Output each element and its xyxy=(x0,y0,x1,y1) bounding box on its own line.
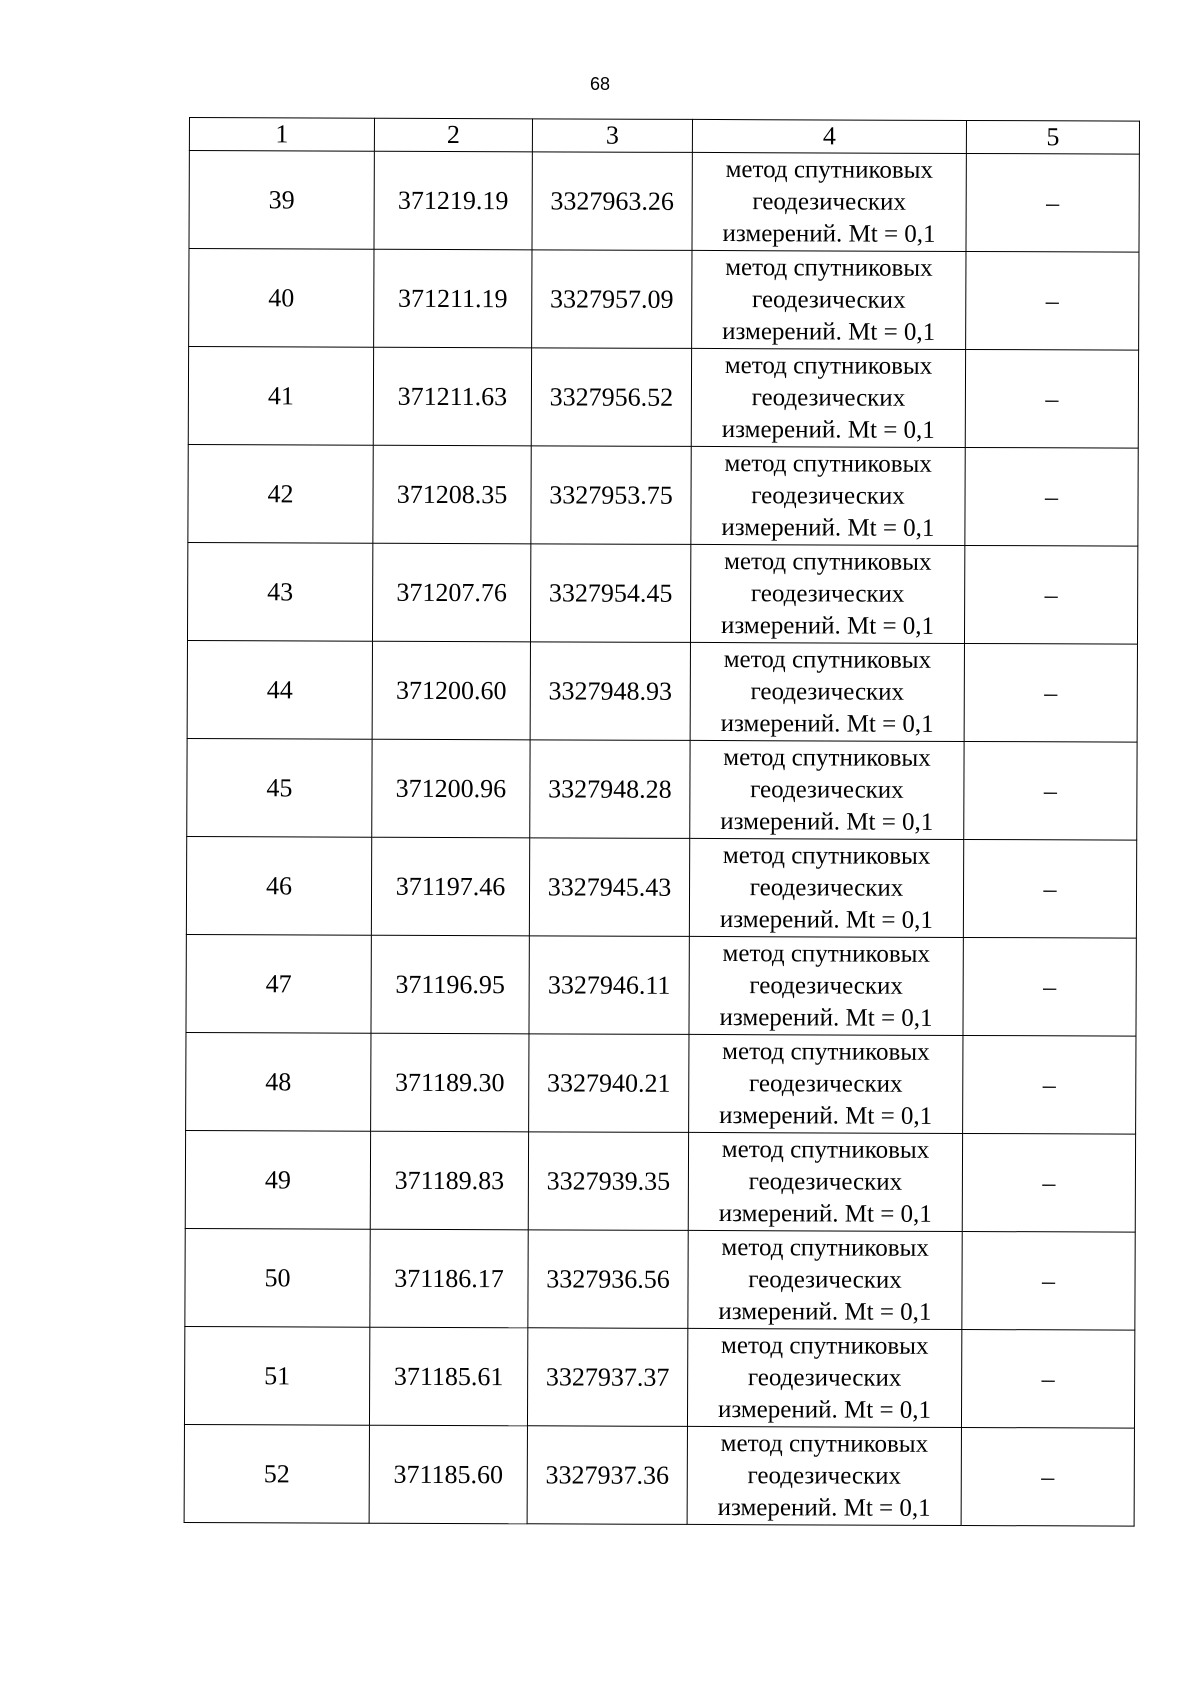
table-row xyxy=(189,249,1139,351)
y-coordinate-cell: 3327946.11 xyxy=(529,936,689,1035)
x-coordinate-cell: 371211.19 xyxy=(374,249,532,348)
table-row xyxy=(186,934,1136,1036)
table-row xyxy=(184,1326,1134,1428)
note-cell: – xyxy=(966,251,1139,350)
note-cell: – xyxy=(961,1427,1134,1526)
table-body xyxy=(184,151,1139,1527)
point-number-cell: 49 xyxy=(185,1130,370,1229)
note-cell: – xyxy=(964,741,1137,840)
point-number-cell: 44 xyxy=(187,640,372,739)
column-header-2: 2 xyxy=(374,118,532,152)
method-cell: метод спутниковых геодезических измерений. Mt = 0,1 xyxy=(688,1132,962,1231)
x-coordinate-cell: 371211.63 xyxy=(373,347,531,446)
point-number-cell: 41 xyxy=(188,347,373,446)
point-number-cell: 47 xyxy=(186,934,371,1033)
note-cell: – xyxy=(966,153,1139,252)
table-row xyxy=(188,347,1138,449)
point-number-cell: 43 xyxy=(187,542,372,641)
y-coordinate-cell: 3327936.56 xyxy=(528,1230,688,1329)
method-cell: метод спутниковых геодезических измерений. Mt = 0,1 xyxy=(687,1328,961,1427)
point-number-cell: 50 xyxy=(185,1228,370,1327)
point-number-cell: 45 xyxy=(187,738,372,837)
y-coordinate-cell: 3327948.93 xyxy=(530,642,690,741)
y-coordinate-cell: 3327939.35 xyxy=(528,1132,688,1231)
x-coordinate-cell: 371197.46 xyxy=(371,837,529,936)
x-coordinate-cell: 371208.35 xyxy=(373,445,531,544)
method-cell: метод спутниковых геодезических измерений. Mt = 0,1 xyxy=(690,642,964,741)
table-row xyxy=(186,836,1136,938)
column-header-4: 4 xyxy=(692,119,966,153)
table-row xyxy=(188,444,1138,546)
y-coordinate-cell: 3327953.75 xyxy=(531,446,691,545)
page-number: 68 xyxy=(589,74,611,94)
note-cell: – xyxy=(965,447,1138,546)
x-coordinate-cell: 371200.96 xyxy=(372,739,530,838)
point-number-cell: 48 xyxy=(186,1032,371,1131)
method-cell: метод спутниковых геодезических измерений. Mt = 0,1 xyxy=(687,1426,961,1525)
y-coordinate-cell: 3327945.43 xyxy=(529,838,689,937)
coordinates-table xyxy=(184,117,1140,1527)
note-cell: – xyxy=(961,1329,1134,1428)
note-cell: – xyxy=(963,839,1136,938)
header-row xyxy=(189,118,1139,155)
y-coordinate-cell: 3327940.21 xyxy=(529,1034,689,1133)
method-cell: метод спутниковых геодезических измерений. Mt = 0,1 xyxy=(690,740,964,839)
y-coordinate-cell: 3327957.09 xyxy=(532,250,692,349)
y-coordinate-cell: 3327963.26 xyxy=(532,152,692,251)
note-cell: – xyxy=(965,349,1138,448)
y-coordinate-cell: 3327956.52 xyxy=(531,348,691,447)
table-header xyxy=(189,118,1139,155)
point-number-cell: 52 xyxy=(184,1424,369,1523)
method-cell: метод спутниковых геодезических измерений. Mt = 0,1 xyxy=(690,544,964,643)
table-row xyxy=(187,542,1137,644)
column-header-3: 3 xyxy=(532,119,692,153)
table-row xyxy=(187,738,1137,840)
point-number-cell: 51 xyxy=(184,1326,369,1425)
method-cell: метод спутниковых геодезических измерений. Mt = 0,1 xyxy=(688,1230,962,1329)
method-cell: метод спутниковых геодезических измерений. Mt = 0,1 xyxy=(689,1034,963,1133)
note-cell: – xyxy=(964,643,1137,742)
point-number-cell: 42 xyxy=(188,444,373,543)
x-coordinate-cell: 371196.95 xyxy=(371,935,529,1034)
note-cell: – xyxy=(963,1035,1136,1134)
x-coordinate-cell: 371185.60 xyxy=(369,1425,527,1524)
point-number-cell: 40 xyxy=(189,249,374,348)
point-number-cell: 39 xyxy=(189,151,374,250)
table-row xyxy=(184,1424,1134,1526)
y-coordinate-cell: 3327937.36 xyxy=(527,1426,687,1525)
method-cell: метод спутниковых геодезических измерений. Mt = 0,1 xyxy=(692,250,966,349)
x-coordinate-cell: 371186.17 xyxy=(370,1229,528,1328)
method-cell: метод спутниковых геодезических измерений. Mt = 0,1 xyxy=(692,152,966,251)
method-cell: метод спутниковых геодезических измерений. Mt = 0,1 xyxy=(691,446,965,545)
point-number-cell: 46 xyxy=(186,836,371,935)
y-coordinate-cell: 3327937.37 xyxy=(527,1328,687,1427)
x-coordinate-cell: 371219.19 xyxy=(374,151,532,250)
table-row xyxy=(186,1032,1136,1134)
table-row xyxy=(189,151,1139,253)
table-row xyxy=(185,1130,1135,1232)
y-coordinate-cell: 3327954.45 xyxy=(530,544,690,643)
column-header-5: 5 xyxy=(966,120,1139,154)
method-cell: метод спутниковых геодезических измерений. Mt = 0,1 xyxy=(689,838,963,937)
column-header-1: 1 xyxy=(189,118,374,152)
note-cell: – xyxy=(962,1133,1135,1232)
x-coordinate-cell: 371185.61 xyxy=(369,1327,527,1426)
x-coordinate-cell: 371207.76 xyxy=(372,543,530,642)
note-cell: – xyxy=(963,937,1136,1036)
method-cell: метод спутниковых геодезических измерений. Mt = 0,1 xyxy=(689,936,963,1035)
method-cell: метод спутниковых геодезических измерений. Mt = 0,1 xyxy=(691,348,965,447)
table-row xyxy=(185,1228,1135,1330)
x-coordinate-cell: 371189.30 xyxy=(371,1033,529,1132)
x-coordinate-cell: 371200.60 xyxy=(372,641,530,740)
note-cell: – xyxy=(964,545,1137,644)
x-coordinate-cell: 371189.83 xyxy=(370,1131,528,1230)
note-cell: – xyxy=(962,1231,1135,1330)
y-coordinate-cell: 3327948.28 xyxy=(530,740,690,839)
table-row xyxy=(187,640,1137,742)
